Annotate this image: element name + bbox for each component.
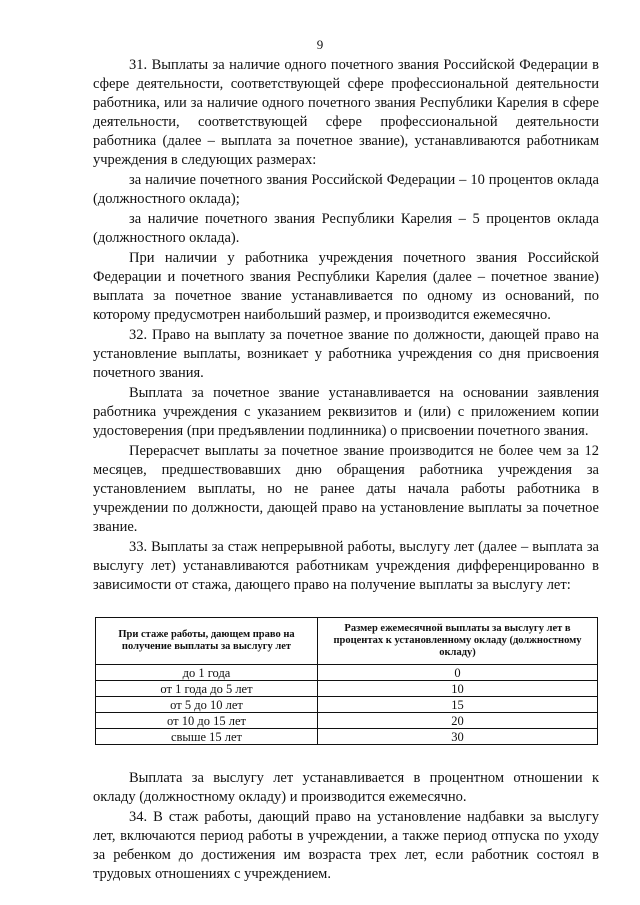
- table-row: [96, 665, 598, 681]
- paragraph-31-item-rf: за наличие почетного звания Российской Федерации – 10 процентов оклада (должностного оклада);: [93, 172, 599, 207]
- paragraph-32-application: Выплата за почетное звание устанавливается на основании заявления работника учреждения с указанием реквизитов и (или) с приложением копии удостоверения (при предъявлении подлинника) о присвоении почетного звания.: [93, 385, 599, 439]
- paragraph-34: 34. В стаж работы, дающий право на установление надбавки за выслугу лет, включаются период работы в учреждении, а также период отпуска по уходу за ребенком до достижения им возраста трех лет, если работник состоял в трудовых отношениях с учреждением.: [93, 809, 599, 882]
- page-number: 9: [316, 37, 324, 52]
- table-cell-period: от 1 года до 5 лет: [96, 681, 318, 697]
- table-row: [96, 681, 598, 697]
- table-row: [96, 729, 598, 745]
- paragraph-33: 33. Выплаты за стаж непрерывной работы, выслугу лет (далее – выплата за выслугу лет) устанавливаются работникам учреждения дифференцированно в зависимости от стажа, дающего право на получение выплаты за выслугу лет:: [93, 539, 599, 593]
- document-body: [93, 56, 599, 885]
- paragraph-31-item-karelia: за наличие почетного звания Республики Карелия – 5 процентов оклада (должностного оклада).: [93, 211, 599, 246]
- table-cell-percent: 15: [318, 697, 598, 713]
- table-cell-percent: 0: [318, 665, 598, 681]
- table-header-period: При стаже работы, дающем право на получение выплаты за выслугу лет: [96, 618, 318, 665]
- table-header-row: [96, 618, 598, 665]
- seniority-rates-table: [95, 617, 598, 745]
- table-row: [96, 713, 598, 729]
- paragraph-32: 32. Право на выплату за почетное звание по должности, дающей право на установление выплаты, возникает у работника учреждения со дня присвоения почетного звания.: [93, 327, 599, 381]
- paragraph-31-note: При наличии у работника учреждения почетного звания Российской Федерации и почетного звания Республики Карелия (далее – почетное звание) выплата за почетное звание устанавливается по одному из оснований, по которому предусмотрен наибольший размер, и производится ежемесячно.: [93, 250, 599, 323]
- table-cell-period: до 1 года: [96, 665, 318, 681]
- paragraph-32-recalculation: Перерасчет выплаты за почетное звание производится не более чем за 12 месяцев, предшествовавших дню обращения работника учреждения за установлением выплаты, но не ранее даты начала работы работника в учреждении по должности, дающей право на установление выплаты за почетное звание.: [93, 443, 599, 535]
- table-cell-period: свыше 15 лет: [96, 729, 318, 745]
- table-cell-percent: 30: [318, 729, 598, 745]
- paragraph-31: 31. Выплаты за наличие одного почетного звания Российской Федерации в сфере деятельности, соответствующей сфере профессиональной деятельности работника, или за наличие одного почетного звания Республики Карелия в сфере деятельности, соответствующей сфере профессиональной деятельности работника (далее – выплата за почетное звание), устанавливаются работникам учреждения в следующих размерах:: [93, 57, 599, 168]
- table-cell-percent: 20: [318, 713, 598, 729]
- table-cell-period: от 5 до 10 лет: [96, 697, 318, 713]
- paragraph-33-note: Выплата за выслугу лет устанавливается в процентном отношении к окладу (должностному окладу) и производится ежемесячно.: [93, 770, 599, 805]
- table-row: [96, 697, 598, 713]
- table-cell-period: от 10 до 15 лет: [96, 713, 318, 729]
- table-header-percent: Размер ежемесячной выплаты за выслугу лет в процентах к установленному окладу (должностному окладу): [318, 618, 598, 665]
- table-cell-percent: 10: [318, 681, 598, 697]
